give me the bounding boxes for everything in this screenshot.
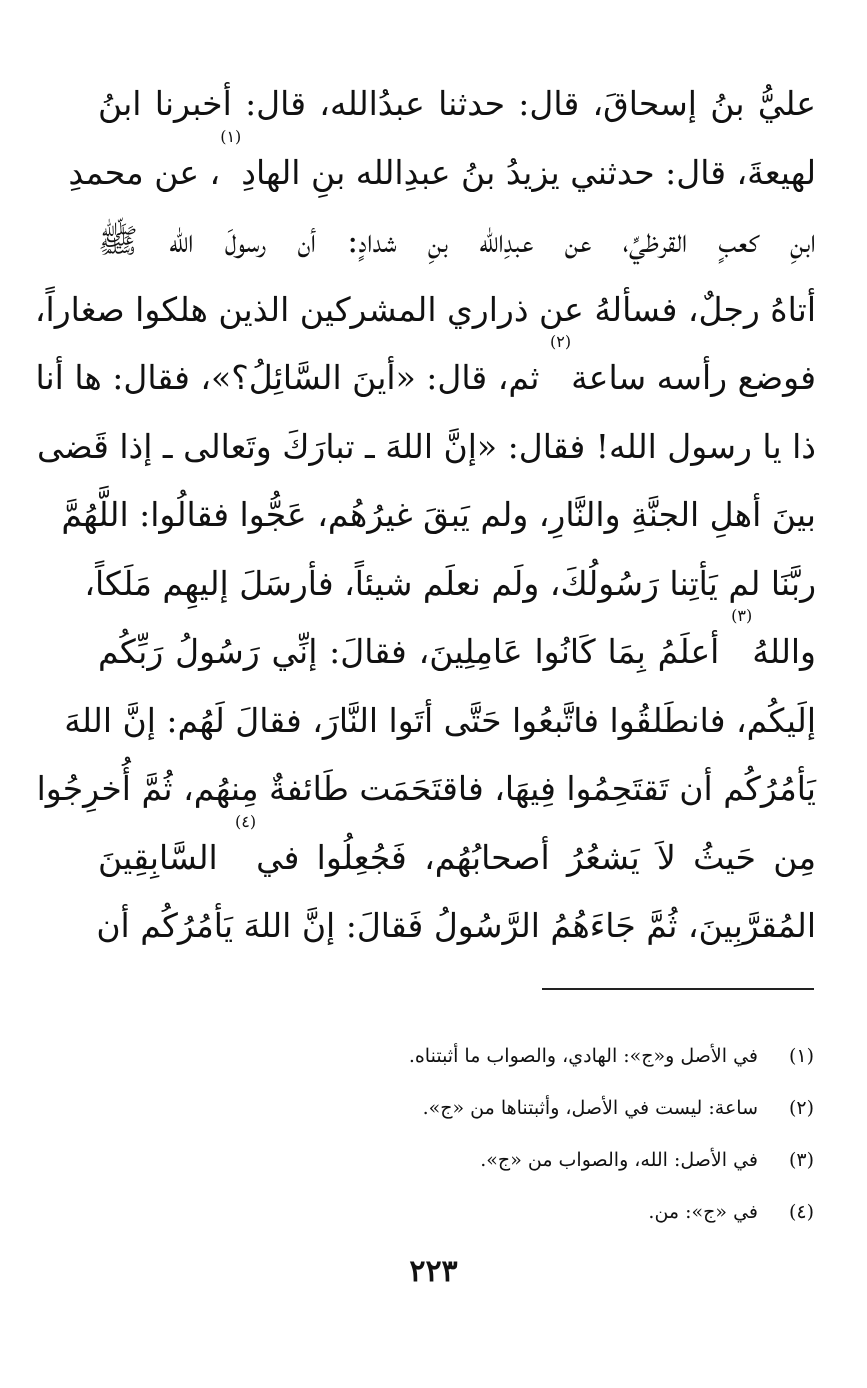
text-line xyxy=(98,892,816,961)
footnote-text: ساعة: ليست في الأصل، وأثبتناها من «ج». xyxy=(422,1097,758,1119)
text-segment: ، عن محمدِ xyxy=(68,152,221,192)
text-segment: السَّابِقِينَ xyxy=(98,837,235,877)
main-text xyxy=(34,70,816,961)
text-line xyxy=(64,687,816,756)
text-line xyxy=(98,811,816,893)
footnote-marker[interactable]: (٢) xyxy=(549,332,572,351)
text-line xyxy=(98,70,816,139)
text-segment: يَأمُرُكُم أن تَقتَحِمُوا فِيهَا، فاقتَحَمَت طَائفةٌ مِنهُم، ثُمَّ أُخرِجُوا xyxy=(36,769,816,808)
text-segment: المُقرَّبِينَ، ثُمَّ جَاءَهُمُ الرَّسُولُ فَقالَ: إنَّ اللهَ يَأمُرُكُم أن xyxy=(96,906,816,945)
text-segment: ابنِ كعبٍ القرظيِّ، عن عبدِالله بنِ شدادٍ: أن رسولَ الله ﷺ xyxy=(98,221,816,260)
text-line xyxy=(98,207,816,276)
text-segment: فوضع رأسه ساعة xyxy=(571,358,816,397)
text-segment: مِن حَيثُ لاَ يَشعُرُ أصحابُهُم، فَجُعِلُوا في xyxy=(256,837,816,877)
footnote-separator xyxy=(542,988,814,990)
text-line xyxy=(35,332,816,413)
footnote xyxy=(114,1088,814,1140)
text-segment: واللهُ xyxy=(752,632,816,671)
footnote-text: في الأصل و«ج»: الهادي، والصواب ما أثبتناه. xyxy=(408,1045,758,1067)
text-line xyxy=(68,126,816,208)
text-line xyxy=(37,413,816,482)
footnote-text: في «ج»: من. xyxy=(648,1201,758,1223)
footnote xyxy=(114,1140,814,1192)
footnote xyxy=(114,1036,814,1088)
footnote-marker[interactable]: (١) xyxy=(220,126,242,146)
footnotes xyxy=(114,1036,814,1244)
footnote-number: (٢) xyxy=(788,1097,814,1119)
text-segment: ثم، قال: «أينَ السَّائِلُ؟»، فقال: ها أنا xyxy=(35,358,550,397)
page-number: ٢٢٣ xyxy=(409,1254,458,1289)
footnote xyxy=(114,1192,814,1244)
footnote-marker[interactable]: (٣) xyxy=(731,606,753,625)
text-segment: لهيعةَ، قال: حدثني يزيدُ بنُ عبدِالله بنِ الهادِ xyxy=(241,152,816,192)
text-segment: ربَّنَا لم يَأتِنا رَسُولُكَ، ولَم نعلَم شيئاً، فأرسَلَ إليهِم مَلَكاً، xyxy=(84,563,816,603)
text-line xyxy=(61,481,816,550)
text-segment: بينَ أهلِ الجنَّةِ والنَّارِ، ولم يَبقَ غيرُهُم، عَجُّوا فقالُوا: اللَّهُمَّ xyxy=(61,495,816,534)
footnote-number: (١) xyxy=(788,1045,814,1067)
text-line xyxy=(98,606,816,687)
text-segment: عليُّ بنُ إسحاقَ، قال: حدثنا عبدُالله، قال: أخبرنا ابنُ xyxy=(98,84,816,123)
footnote-number: (٣) xyxy=(788,1149,814,1171)
text-line xyxy=(36,755,816,824)
text-segment: أتاهُ رجلٌ، فسألهُ عن ذراري المشركين الذين هلكوا صغاراً، xyxy=(34,289,816,329)
text-line xyxy=(84,550,816,619)
footnote-marker[interactable]: (٤) xyxy=(234,811,257,831)
text-segment: إلَيكُم، فانطَلقُوا فاتَّبعُوا حَتَّى أتَوا النَّارَ، فقالَ لَهُم: إنَّ اللهَ xyxy=(64,700,816,740)
text-segment: أعلَمُ بِمَا كَانُوا عَامِلِينَ، فقالَ: إنِّي رَسُولُ رَبِّكُم xyxy=(98,632,732,671)
footnote-text: في الأصل: الله، والصواب من «ج». xyxy=(480,1149,758,1171)
text-line xyxy=(34,276,816,345)
footnote-number: (٤) xyxy=(788,1201,814,1223)
text-segment: ذا يا رسول الله! فقال: «إنَّ اللهَ ـ تبارَكَ وتَعالى ـ إذا قَضى xyxy=(37,426,816,466)
